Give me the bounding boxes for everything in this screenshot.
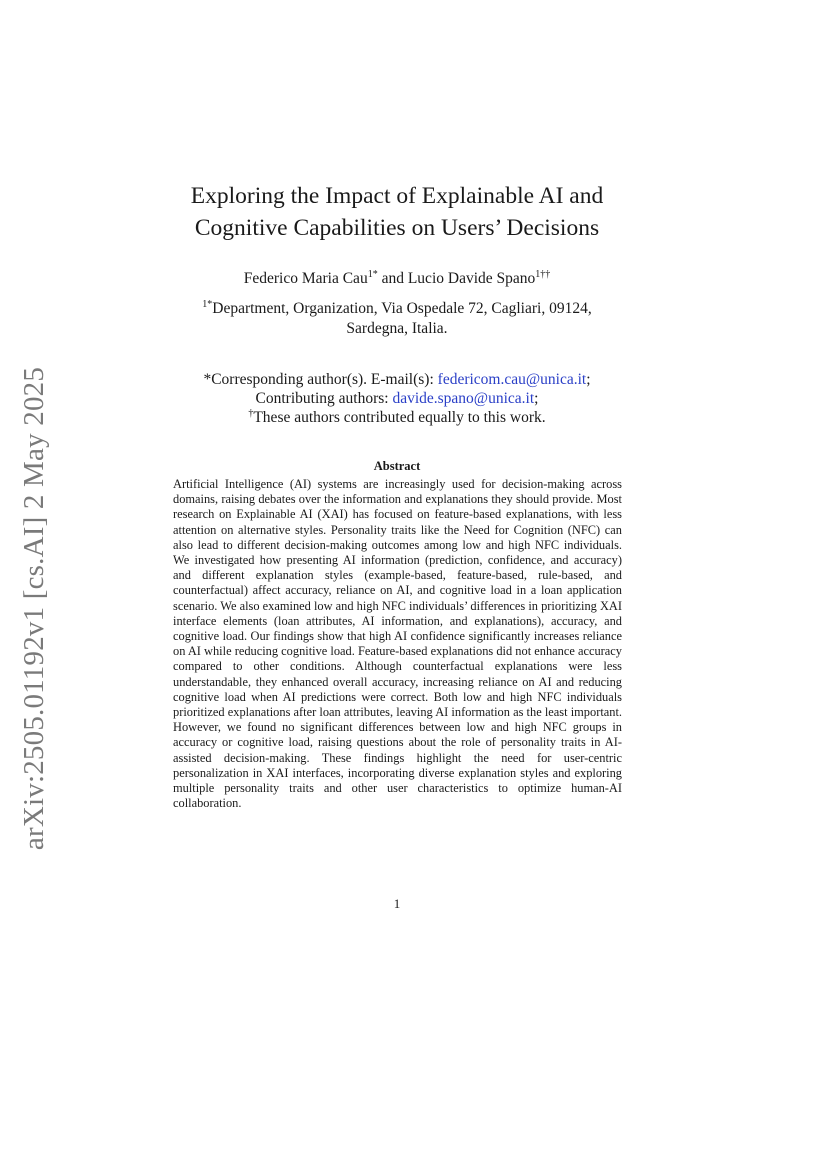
affiliation-line-2: Sardegna, Italia.: [346, 320, 448, 337]
title-line-1: Exploring the Impact of Explainable AI and: [190, 183, 604, 209]
affiliation-line-1: Department, Organization, Via Ospedale 72, Cagliari, 09124,: [212, 300, 592, 317]
corresponding-author-line: *Corresponding author(s). E-mail(s): federicom.cau@unica.it;: [203, 371, 591, 388]
author-connector: and: [377, 270, 408, 287]
abstract-heading: Abstract: [373, 459, 421, 473]
equal-contribution-mark: †: [248, 407, 254, 419]
contributing-authors-line: Contributing authors: davide.spano@unica.it;: [255, 390, 539, 407]
corresponding-email-link[interactable]: federicom.cau@unica.it: [437, 371, 587, 388]
author-2-affiliation-mark: 1††: [535, 268, 551, 280]
author-name-2: Lucio Davide Spano: [407, 270, 536, 287]
affiliation: [150, 299, 644, 339]
contributing-email-link[interactable]: davide.spano@unica.it: [392, 390, 535, 407]
arxiv-identifier-text: arXiv:2505.01192v1 [cs.AI] 2 May 2025: [18, 366, 51, 850]
author-name-1: Federico Maria Cau: [243, 270, 368, 287]
author-list: [150, 269, 644, 289]
author-1-affiliation-mark: 1*: [367, 268, 378, 280]
abstract-text: Artificial Intelligence (AI) systems are increasingly used for decision-making across domains, raising debates over the information and explanations they should provide. Most research on Explainable AI (XAI) has focused on feature-based explanations, with less attention on alternative styles. Personality traits like the Need for Cognition (NFC) can also lead to different decision-making outcomes among low and high NFC individuals. We investigated how presenting AI information (prediction, confidence, and accuracy) and different explanation styles (example-based, feature-based, rule-based, and counterfactual) affect accuracy, reliance on AI, and cognitive load in a loan application scenario. We also examined low and high NFC individuals’ differences in prioritizing XAI interface elements (loan attributes, AI information, and explanations), accuracy, and cognitive load. Our findings show that high AI confidence significantly increases reliance on AI while reducing cognitive load. Feature-based explanations did not enhance accuracy compared to other conditions. Although counterfactual explanations were less understandable, they enhanced overall accuracy, increasing reliance on AI and reducing cognitive load when AI predictions were correct. Both low and high NFC individuals prioritized explanations after loan attributes, leaving AI information as the least important. However, we found no significant differences between low and high NFC groups in accuracy or cognitive load, raising questions about the role of personality traits in AI-assisted decision-making. These findings highlight the need for user-centric personalization in XAI interfaces, incorporating diverse explanation styles and exploring multiple personality traits and other user characteristics to optimize human-AI collaboration.: [173, 477, 622, 811]
correspondence-block: [150, 370, 644, 427]
paper-title: [150, 180, 644, 244]
arxiv-identifier-stamp: [18, 366, 52, 850]
equal-contribution-note: †These authors contributed equally to this work.: [248, 407, 546, 426]
title-line-2: Cognitive Capabilities on Users’ Decisions: [194, 215, 600, 241]
affiliation-mark: 1*: [202, 298, 213, 310]
page-number: 1: [393, 896, 401, 911]
